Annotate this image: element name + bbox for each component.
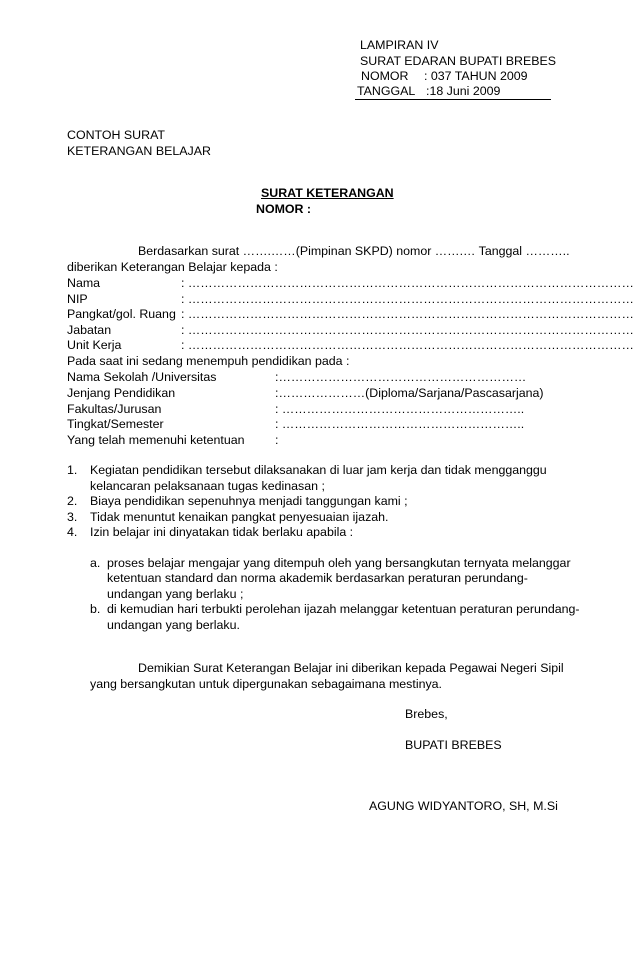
lampiran-line-1: LAMPIRAN IV — [360, 38, 439, 52]
pendidikan-value-fakultas: : ………………………………………………….. — [275, 402, 525, 416]
ketentuan-item-3-text: Tidak menuntut kenaikan pangkat penyesuaian ijazah. — [90, 510, 389, 524]
sub-item-b-line-2: undangan yang berlaku. — [107, 618, 240, 632]
ketentuan-item-1-line-2: kelancaran pelaksanaan tugas kedinasan ; — [90, 479, 325, 493]
sub-item-a-letter: a. — [90, 556, 101, 570]
surat-title: SURAT KETERANGAN — [261, 186, 394, 200]
field-value-jabatan: : ……………………………………………………………………………………………… — [181, 323, 634, 337]
lampiran-line-2: SURAT EDARAN BUPATI BREBES — [360, 54, 556, 68]
ketentuan-item-1-number: 1. — [67, 463, 78, 477]
pendidikan-value-sekolah: :…………………………………………………… — [275, 370, 527, 384]
lampiran-tanggal-label: TANGGAL — [357, 84, 416, 98]
sub-item-b-line-1: di kemudian hari terbukti perolehan ijazah melanggar ketentuan peraturan perundang- — [107, 602, 580, 616]
ketentuan-item-2-number: 2. — [67, 494, 78, 508]
ketentuan-item-2-text: Biaya pendidikan sepenuhnya menjadi tanggungan kami ; — [90, 494, 408, 508]
field-value-unit-kerja: : ……………………………………………………………………………………………… — [181, 338, 634, 352]
ttd-jabatan: BUPATI BREBES — [405, 738, 502, 752]
ketentuan-label: Yang telah memenuhi ketentuan — [67, 433, 245, 447]
sub-item-a-line-3: undangan yang berlaku ; — [107, 587, 244, 601]
field-label-jabatan: Jabatan — [67, 323, 112, 337]
ketentuan-item-1-line-1: Kegiatan pendidikan tersebut dilaksanakan di luar jam kerja dan tidak mengganggu — [90, 463, 547, 477]
ketentuan-item-4-number: 4. — [67, 525, 78, 539]
lampiran-tanggal-value: :18 Juni 2009 — [426, 84, 501, 98]
pendidikan-label-tingkat: Tingkat/Semester — [67, 417, 164, 431]
lampiran-nomor-label: NOMOR — [361, 69, 409, 83]
ketentuan-item-3-number: 3. — [67, 510, 78, 524]
field-label-pangkat: Pangkat/gol. Ruang — [67, 307, 176, 321]
penutup-line-2: yang bersangkutan untuk dipergunakan sebagaimana mestinya. — [90, 677, 442, 691]
pendidikan-label-jenjang: Jenjang Pendidikan — [67, 386, 176, 400]
field-label-unit-kerja: Unit Kerja — [67, 338, 122, 352]
sub-item-b-letter: b. — [90, 602, 101, 616]
field-value-nama: : ……………………………………………………………………………………………… — [181, 276, 634, 290]
sub-item-a-line-2: ketentuan standard dan norma akademik berdasarkan peraturan perundang- — [107, 571, 528, 585]
surat-nomor: NOMOR : — [256, 202, 312, 216]
field-label-nama: Nama — [67, 276, 101, 290]
contoh-line-1: CONTOH SURAT — [67, 128, 165, 142]
ttd-kota: Brebes, — [405, 707, 448, 721]
pendidikan-intro: Pada saat ini sedang menempuh pendidikan pada : — [67, 354, 350, 368]
ketentuan-colon: : — [275, 433, 279, 447]
intro-line-1: Berdasarkan surat …….……(Pimpinan SKPD) nomor …….… Tanggal ……….. — [138, 244, 570, 258]
pendidikan-value-tingkat: : ………………………………………………….. — [275, 417, 525, 431]
ketentuan-item-4-text: Izin belajar ini dinyatakan tidak berlaku apabila : — [90, 525, 354, 539]
pendidikan-label-fakultas: Fakultas/Jurusan — [67, 402, 162, 416]
intro-line-2: diberikan Keterangan Belajar kepada : — [67, 260, 278, 274]
pendidikan-value-jenjang: :…………………(Diploma/Sarjana/Pascasarjana) — [275, 386, 544, 400]
lampiran-underline — [355, 99, 551, 100]
field-label-nip: NIP — [67, 292, 88, 306]
contoh-line-2: KETERANGAN BELAJAR — [67, 144, 211, 158]
lampiran-nomor-value: : 037 TAHUN 2009 — [424, 69, 528, 83]
sub-item-a-line-1: proses belajar mengajar yang ditempuh oleh yang bersangkutan ternyata melanggar — [107, 556, 571, 570]
field-value-pangkat: : ……………………………………………………………………………………………… — [181, 307, 634, 321]
field-value-nip: : ……………………………………………………………………………………………… — [181, 292, 634, 306]
ttd-nama: AGUNG WIDYANTORO, SH, M.Si — [369, 799, 558, 813]
penutup-line-1: Demikian Surat Keterangan Belajar ini diberikan kepada Pegawai Negeri Sipil — [138, 661, 564, 675]
pendidikan-label-sekolah: Nama Sekolah /Universitas — [67, 370, 217, 384]
